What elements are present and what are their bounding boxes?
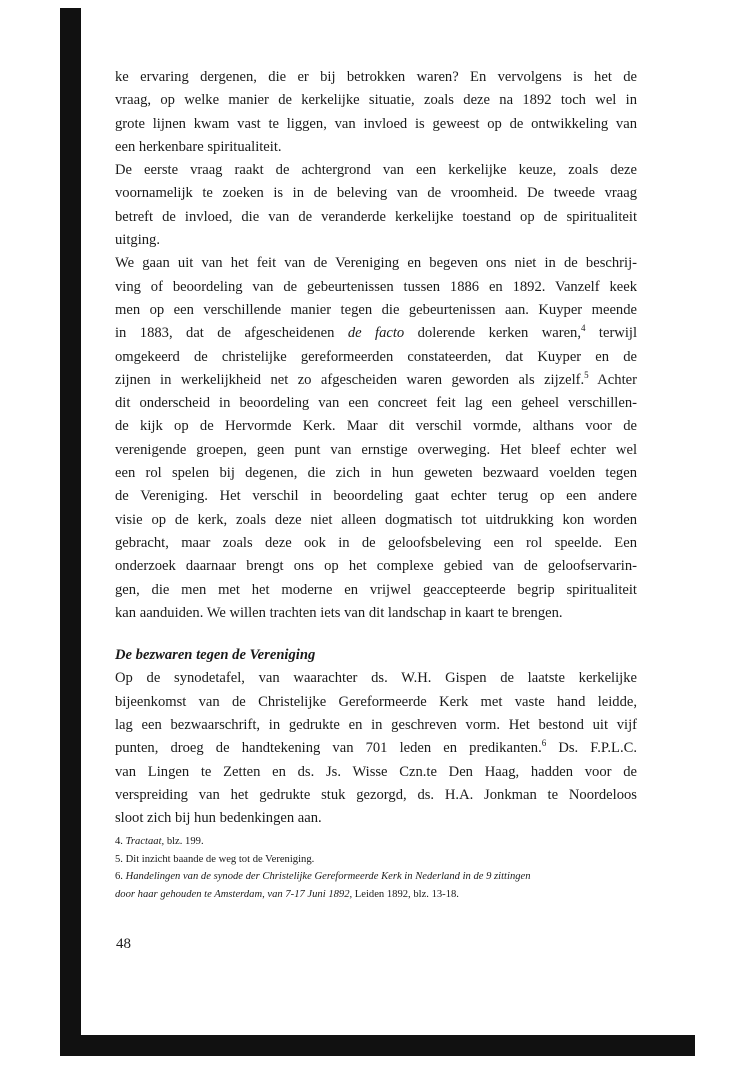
text-line: onderzoek daarnaar brengt ons op het complexe gebied van de geloofservarin- bbox=[115, 558, 637, 575]
line-segment: Achter bbox=[588, 371, 637, 388]
text-line: Op de synodetafel, van waarachter ds. W.H. Gispen de laatste kerkelijke bbox=[115, 670, 637, 687]
footnote-ref-6[interactable]: 6 bbox=[541, 738, 547, 749]
text-line-with-footnote bbox=[115, 322, 637, 345]
footnote-6 bbox=[115, 868, 645, 886]
footnote-ref-4[interactable]: 4 bbox=[581, 323, 586, 334]
text-line: sloot zich bij hun bedenkingen aan. bbox=[115, 810, 322, 827]
line-segment: zijnen in werkelijkheid net zo afgescheiden waren geworden als zijzelf. bbox=[115, 371, 585, 388]
paragraph-4 bbox=[115, 667, 637, 830]
footnote-text: blz. 199. bbox=[164, 836, 204, 847]
section-heading: De bezwaren tegen de Vereniging bbox=[115, 647, 316, 664]
italic-term: de facto bbox=[347, 325, 405, 342]
paragraph-3 bbox=[115, 252, 637, 625]
text-line: een rol spelen bij degenen, die zich in hun geweten bezwaard voelden tegen bbox=[115, 465, 637, 482]
footnote-6-continued bbox=[115, 886, 645, 904]
page-number: 48 bbox=[116, 936, 131, 952]
line-segment: punten, droeg de handtekening van 701 leden en predikanten. bbox=[115, 740, 542, 757]
footnote-number: 5. bbox=[115, 853, 123, 865]
text-line: verenigende groepen, geen punt van ernstige overweging. Het bleef echter wel bbox=[115, 441, 637, 458]
text-line: gebracht, maar zoals deze ook in de geloofsbeleving een rol speelde. Een bbox=[115, 534, 637, 551]
text-line: ving of beoordeling van de gebeurtenissen tussen 1886 en 1892. Vanzelf keek bbox=[115, 278, 637, 295]
text-line: uitging. bbox=[115, 232, 160, 249]
footnote-number: 4. bbox=[115, 836, 123, 847]
text-line: voornamelijk te zoeken is in de beleving van de vroomheid. De tweede vraag bbox=[115, 185, 637, 202]
text-line: kan aanduiden. We willen trachten iets van dit landschap in kaart te brengen. bbox=[115, 604, 563, 621]
text-line-with-footnote bbox=[115, 737, 637, 760]
footnote-number: 6. bbox=[115, 871, 123, 882]
footnote-4 bbox=[115, 833, 645, 851]
footnotes bbox=[115, 833, 645, 903]
text-line: de kijk op de Hervormde Kerk. Maar dit verschil vormde, althans voor de bbox=[115, 418, 637, 435]
paragraph-1 bbox=[115, 66, 637, 159]
footnote-italic: Handelingen van de synode der Christelijke Gereformeerde Kerk in Nederland in de 9 zittingen bbox=[125, 871, 531, 882]
scan-border-left bbox=[60, 8, 81, 1056]
text-line: omgekeerd de christelijke gereformeerden constateerden, dat Kuyper en de bbox=[115, 348, 637, 365]
text-line: lag een bezwaarschrift, in gedrukte en in geschreven vorm. Het bestond uit vijf bbox=[115, 717, 637, 734]
scan-border-bottom bbox=[60, 1035, 695, 1056]
text-line: grote lijnen kwam vast te liggen, van invloed is geweest op de ontwikkeling van bbox=[115, 115, 637, 132]
footnote-italic: Tractaat, bbox=[125, 836, 165, 847]
text-line: verspreiding van het gedrukte stuk gezorgd, ds. H.A. Jonkman te Noordeloos bbox=[115, 786, 637, 803]
text-line: ke ervaring dergenen, die er bij betrokken waren? En vervolgens is het de bbox=[115, 69, 637, 85]
text-line-with-footnote bbox=[115, 369, 637, 392]
text-line: men op een verschillende manier tegen die gebeurtenissen aan. Kuyper meende bbox=[115, 301, 637, 318]
text-line: De eerste vraag raakt de achtergrond van een kerkelijke keuze, zoals deze bbox=[115, 162, 637, 179]
footnote-5 bbox=[115, 851, 645, 869]
text-line: bijeenkomst van de Christelijke Gereformeerde Kerk met vaste hand leidde, bbox=[115, 693, 637, 710]
footnote-ref-5[interactable]: 5 bbox=[584, 369, 589, 380]
text-line: gen, die men met het moderne en vrijwel geaccepteerde begrip spiritualiteit bbox=[115, 581, 637, 598]
footnote-italic: door haar gehouden te Amsterdam, van 7-17 Juni 1892, bbox=[115, 888, 353, 900]
text-line: vraag, op welke manier de kerkelijke situatie, zoals deze na 1892 toch wel in bbox=[115, 92, 637, 109]
text-line: betreft de invloed, die van de veranderde kerkelijke toestand op de spiritualiteit bbox=[115, 208, 637, 225]
text-line: van Lingen te Zetten en ds. Js. Wisse Czn.te Den Haag, hadden voor de bbox=[115, 763, 637, 780]
text-line: de Vereniging. Het verschil in beoordeling gaat echter terug op een andere bbox=[115, 488, 637, 505]
body-text bbox=[115, 66, 637, 831]
footnote-text: Dit inzicht baande de weg tot de Vereniging. bbox=[125, 853, 315, 865]
text-line: dit onderscheid in beoordeling van een concreet feit lag een geheel verschillen- bbox=[115, 395, 637, 412]
footnote-text: Leiden 1892, blz. 13-18. bbox=[352, 888, 459, 900]
text-line: een herkenbare spiritualiteit. bbox=[115, 138, 282, 155]
line-segment: terwijl bbox=[585, 325, 638, 342]
paragraph-2 bbox=[115, 159, 637, 252]
text-line: We gaan uit van het feit van de Vereniging en begeven ons niet in de beschrij- bbox=[115, 255, 637, 272]
line-segment: Ds. F.P.L.C. bbox=[546, 740, 637, 757]
line-segment: dolerende kerken waren, bbox=[404, 325, 581, 342]
line-segment: in 1883, dat de afgescheidenen bbox=[115, 325, 335, 342]
text-line: visie op de kerk, zoals deze niet alleen dogmatisch tot uitdrukking kon worden bbox=[115, 511, 637, 528]
